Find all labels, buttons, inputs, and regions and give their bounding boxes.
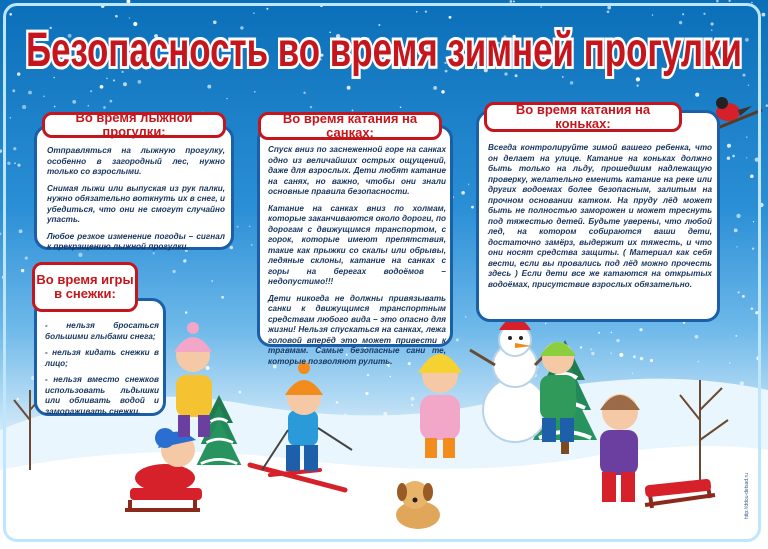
snowball-heading-line1: Во время игры — [36, 271, 134, 287]
snowball-heading-line2: в снежки: — [54, 286, 116, 301]
website-watermark: http://ddou-detsad.ru — [744, 472, 750, 519]
sled-paragraph: Дети никогда не должны привязывать санки к движущимся транспортным средствам любого вида – это опасно для жизни! Нельзя спускаться на санках, лежа головой вперёд это может привести к травмам. Самые безопасные сани те, которые позволяют рулить. — [268, 293, 446, 366]
skates-paragraph: Всегда контролируйте зимой вашего ребенка, что он делает на улице. Катание на коньках должно быть только на льду, прошедшим надлежащую проверку, желательно еменить катание на реке или других водоемах более безопасным, залитым на прочном основании катком. На пруду лёд может быть не полностью заморожен и может треснуть под тяжестью детей. Будьте уверены, что любой лед, на котором собираются ваши дети, достаточно замёрз, выдержит их тяжесть, и что они носят средства защиты. ( Материал как себя вести, если вы провались под лёд можно прочесть здесь ) Если дети все же катаются на открытых водоёмах, присутствие взрослых обязательно. — [488, 143, 712, 289]
title-text: Безопасность во время зимней прогулки — [26, 24, 742, 77]
snowball-heading — [32, 262, 138, 312]
ski-heading: Во время лыжной прогулки: — [42, 112, 226, 138]
ski-paragraph: Снимая лыжи или выпуская из рук палки, нужно обязательно воткнуть их в снег, и убедиться, что они не смогут случайно упасть. — [47, 183, 225, 224]
ski-safety-card — [34, 125, 234, 250]
sled-safety-card — [257, 125, 453, 366]
ski-paragraph: Отправляться на лыжную прогулку, особенно в загородный лес, нужно только со взрослыми. — [47, 146, 225, 176]
skates-safety-card — [476, 110, 720, 322]
ski-paragraph: Любое резкое изменение погоды – сигнал к прекращению лыжной прогулки. — [47, 231, 225, 251]
title-outline: Безопасность во время зимней прогулки — [26, 24, 742, 77]
sled-paragraph: Катание на санках вниз по холмам, которые заканчиваются около дороги, по дорогам с движущимся транспортом, с горок, которые имеют препятствия, такие как прыжки со скалы или обрывы, ледяные склоны, катание на санках с горы на берегах водоёмов – недопустимо!!! — [268, 203, 446, 286]
snowball-item: - нельзя вместо снежков использовать льдышки или обливать водой и замораживать снежки. — [45, 375, 159, 416]
sled-paragraph: Спуск вниз по заснеженной горе на санках одно из величайших острых ощущений, даже для взрослых. Дети любят катание на санях, но важно, чтобы они знали основные правила безопасности. — [268, 145, 446, 196]
snowball-safety-card — [34, 298, 166, 416]
snowball-item: - нельзя бросаться большими глыбами снега; — [45, 321, 159, 341]
sled-heading: Во время катания на санках: — [258, 112, 442, 140]
skates-heading: Во время катания на коньках: — [484, 102, 682, 132]
snowball-item: - нельзя кидать снежки в лицо; — [45, 348, 159, 368]
